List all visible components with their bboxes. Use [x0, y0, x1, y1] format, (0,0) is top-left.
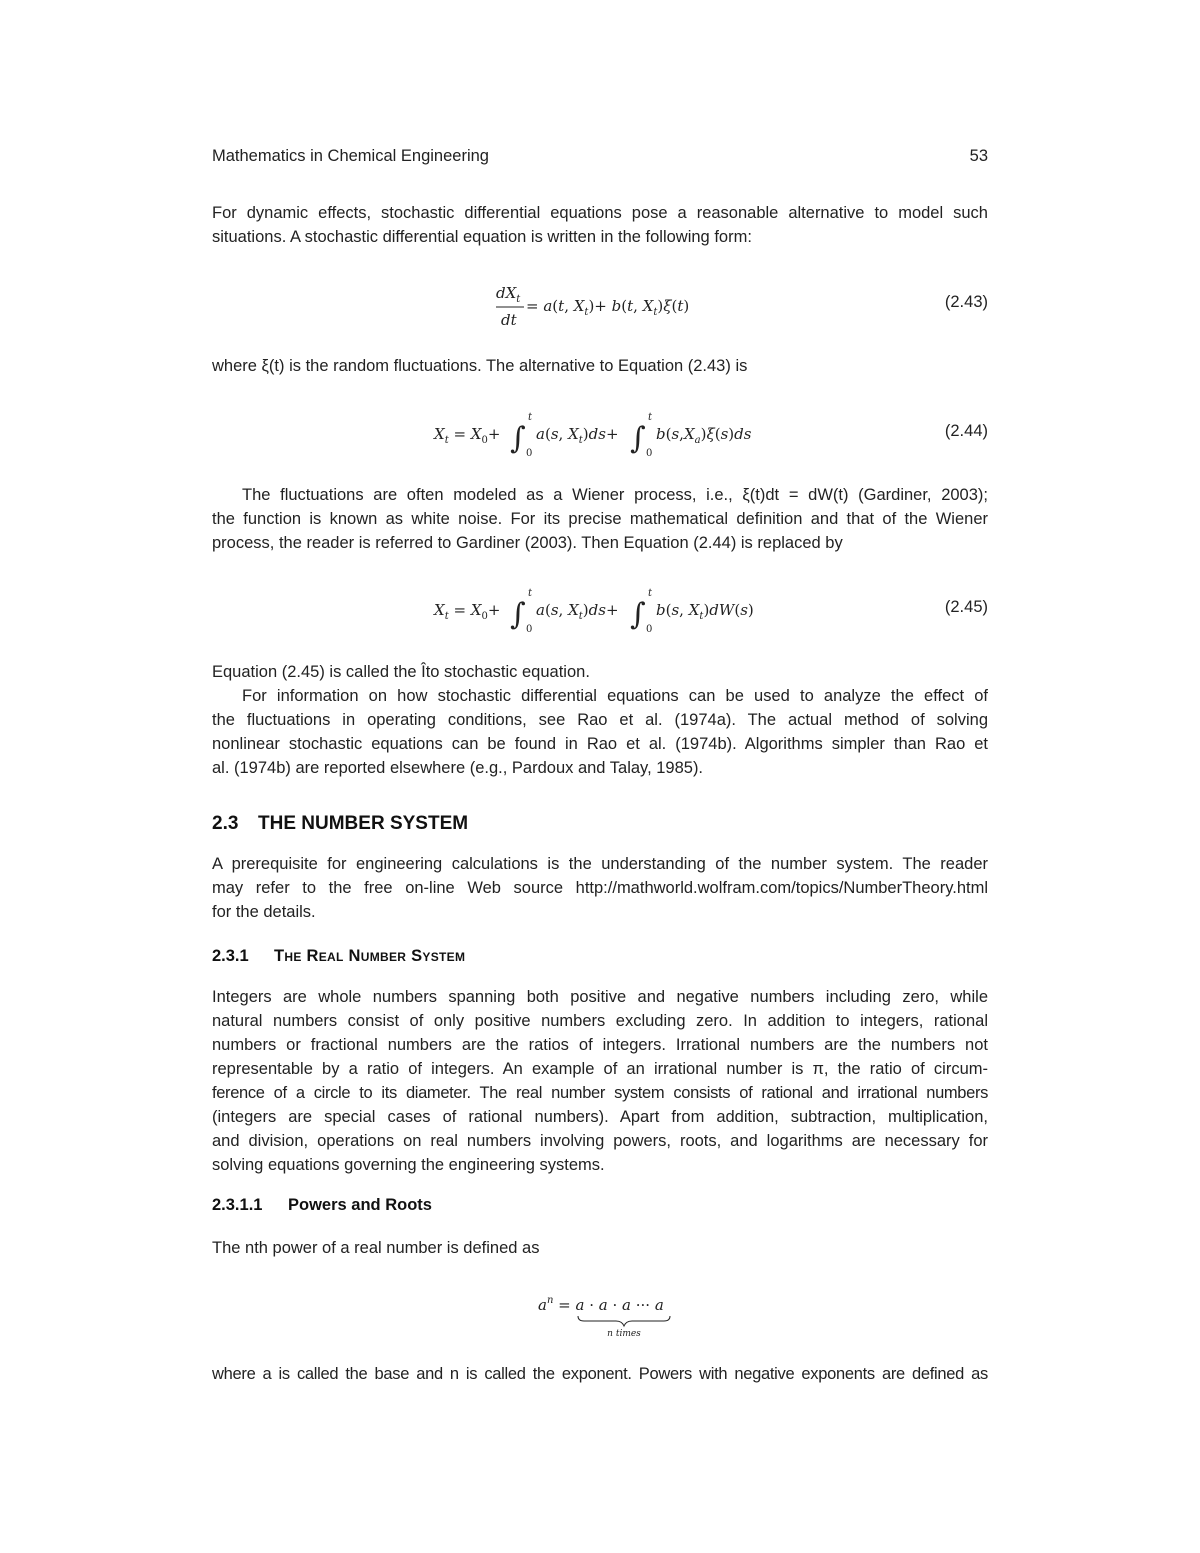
running-title: Mathematics in Chemical Engineering — [212, 147, 489, 165]
text-line: For information on how stochastic differential equations can be used to analyze the effect of — [242, 687, 988, 705]
text-line: may refer to the free on-line Web source http://mathworld.wolfram.com/topics/NumberTheory.html — [212, 879, 988, 897]
intro-paragraph — [212, 201, 988, 249]
text-line: natural numbers consist of only positive numbers excluding zero. In addition to integers, rational — [212, 1012, 988, 1030]
svg-text:∫: ∫ — [630, 421, 646, 456]
svg-text:an = a · a · a ··· a: $a^n = a \cdot a \cdot a$ ··· a — [538, 1295, 664, 1314]
subsection-number: 2.3.1 — [212, 947, 249, 965]
svg-text:Xt = X0+: $X_t = X_0+$ — [434, 601, 501, 622]
text-line: The fluctuations are often modeled as a Wiener process, i.e., ξ(t)dt = dW(t) (Gardiner, 2003); — [242, 486, 988, 504]
text-line: Integers are whole numbers spanning both positive and negative numbers including zero, while — [212, 988, 988, 1006]
subsubsection-number: 2.3.1.1 — [212, 1196, 263, 1214]
number-system-paragraph — [212, 852, 988, 924]
svg-text:dt: dt — [501, 311, 517, 329]
section-title: THE NUMBER SYSTEM — [258, 813, 469, 834]
svg-text:0: 0 — [646, 624, 653, 635]
svg-text:∫: ∫ — [510, 421, 526, 456]
text-line: Equation (2.45) is called the Îto stochastic equation. — [212, 663, 590, 681]
svg-text:t: t — [648, 588, 653, 599]
ito-paragraph — [212, 660, 988, 780]
text-line: ference of a circle to its diameter. The real number system consists of rational and irrational numbers — [212, 1084, 988, 1102]
page-number: 53 — [969, 147, 988, 165]
text-line: numbers or fractional numbers are the ratios of integers. Irrational numbers are the numbers not — [212, 1036, 988, 1054]
text-line: (integers are special cases of rational numbers). Apart from addition, subtraction, multiplication, — [212, 1108, 988, 1126]
svg-text:a(s, Xt)ds+: a(s, $X_t)ds+$ — [536, 601, 619, 622]
svg-text:t: t — [528, 588, 533, 599]
svg-text:t: t — [528, 412, 533, 423]
svg-text:= a(t, Xt)+ b(t, Xt)ξ(t): = a(t, $X_t)+ b(t$, $X_t)\xi(t)$ — [526, 297, 690, 318]
text-line: representable by a ratio of integers. An example of an irrational number is π, the ratio of circum- — [212, 1060, 988, 1078]
subsection-heading — [212, 947, 465, 966]
equation-2-44 — [430, 408, 790, 462]
svg-text:b(s,Xa)ξ(s)ds: $b(s,X_a)\xi(s)ds$ — [656, 425, 752, 446]
text-line: the fluctuations in operating conditions, see Rao et al. (1974a). The actual method of solving — [212, 711, 988, 729]
svg-text:a(s, Xt)ds+: a(s, $X_t)ds+$ — [536, 425, 619, 446]
text-line: where a is called the base and n is called the exponent. Powers with negative exponents are defined as — [212, 1365, 988, 1383]
svg-text:b(s, Xt)dW(s): b(s, $X_t)dW(s)$ — [656, 601, 754, 622]
svg-text:t: t — [648, 412, 653, 423]
real-number-paragraph — [212, 985, 988, 1177]
text-line: al. (1974b) are reported elsewhere (e.g., Pardoux and Talay, 1985). — [212, 759, 704, 777]
text-line: for the details. — [212, 903, 316, 921]
svg-text:∫: ∫ — [630, 597, 646, 632]
text-line: nonlinear stochastic equations can be found in Rao et al. (1974b). Algorithms simpler than Rao et — [212, 735, 988, 753]
text-line: The nth power of a real number is defined as — [212, 1239, 540, 1257]
subsubsection-title: Powers and Roots — [288, 1196, 432, 1214]
power-definition-equation — [530, 1288, 680, 1338]
equation-number: (2.44) — [944, 422, 988, 440]
svg-text:dXt: $dX_t$ — [496, 284, 521, 305]
text-line: A prerequisite for engineering calculations is the understanding of the number system. The reader — [212, 855, 988, 873]
svg-text:0: 0 — [526, 448, 533, 459]
subsection-title: The Real Number System — [274, 947, 466, 965]
subsubsection-heading — [212, 1196, 432, 1215]
text-line: For dynamic effects, stochastic differential equations pose a reasonable alternative to model such — [212, 204, 988, 222]
svg-text:Xt = X0+: $X_t = X_0+$ — [434, 425, 501, 446]
svg-text:0: 0 — [526, 624, 533, 635]
text-line: the function is known as white noise. For its precise mathematical definition and that of the Wiener — [212, 510, 988, 528]
equation-number: (2.45) — [944, 598, 988, 616]
text-line: where ξ(t) is the random fluctuations. The alternative to Equation (2.43) is — [212, 357, 748, 375]
text-line: process, the reader is referred to Gardiner (2003). Then Equation (2.44) is replaced by — [212, 534, 843, 552]
svg-text:0: 0 — [646, 448, 653, 459]
text-line: situations. A stochastic differential equation is written in the following form: — [212, 228, 752, 246]
equation-number: (2.43) — [944, 293, 988, 311]
powers-after-paragraph — [212, 1362, 988, 1386]
section-heading — [212, 813, 468, 835]
powers-intro-paragraph — [212, 1236, 988, 1260]
where-xi-paragraph — [212, 354, 988, 378]
text-line: solving equations governing the engineering systems. — [212, 1156, 605, 1174]
section-number: 2.3 — [212, 813, 239, 834]
text-line: and division, operations on real numbers involving powers, roots, and logarithms are necessary for — [212, 1132, 988, 1150]
wiener-paragraph — [212, 483, 988, 555]
equation-2-43 — [480, 280, 740, 336]
underbrace-label: n times — [607, 1329, 641, 1338]
equation-2-45 — [430, 584, 790, 638]
svg-text:∫: ∫ — [510, 597, 526, 632]
